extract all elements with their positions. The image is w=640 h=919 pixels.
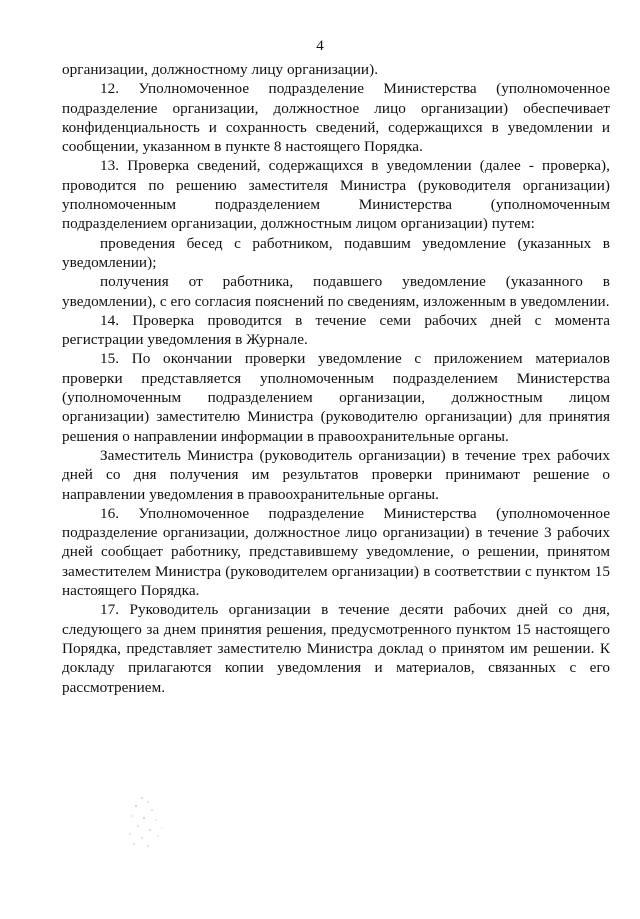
faint-stamp-mark (122, 790, 178, 850)
paragraph-item-15-b: Заместитель Министра (руководитель организации) в течение трех рабочих дней со дня получения им результатов проверки принимают решение о направлении уведомления в правоохранительные органы. (62, 446, 610, 503)
document-body (62, 60, 610, 697)
paragraph-item-13-a: проведения бесед с работником, подавшим уведомление (указанных в уведомлении); (62, 234, 610, 271)
paragraph-item-14: 14. Проверка проводится в течение семи рабочих дней с момента регистрации уведомления в Журнале. (62, 311, 610, 349)
paragraph-item-13-b: получения от работника, подавшего уведомление (указанного в уведомлении), с его согласия пояснений по сведениям, изложенным в уведомлении. (62, 273, 610, 310)
paragraph-item-12: 12. Уполномоченное подразделение Министерства (уполномоченное подразделение организации, должностное лицо организации) обеспечивает конфиденциальность и сохранность сведений, содержащихся в уведомлении и сообщении, указанном в пункте 8 настоящего Порядка. (62, 80, 610, 156)
paragraph-item-13: 13. Проверка сведений, содержащихся в уведомлении (далее - проверка), проводится по решению заместителя Министра (руководителя организации) уполномоченным подразделением Министерства (уполномоченным подразделением организации, должностным лицом организации) путем: (62, 157, 610, 233)
paragraph-item-15: 15. По окончании проверки уведомление с приложением материалов проверки представляется уполномоченным подразделением Министерства (уполномоченным подразделением организации, должностным лицом организации) заместителю Министра (руководителю организации) для принятия решения о направлении информации в правоохранительные органы. (62, 350, 610, 445)
paragraph-continuation: организации, должностному лицу организации). (62, 61, 379, 78)
paragraph-item-16: 16. Уполномоченное подразделение Министерства (уполномоченное подразделение организации, должностное лицо организации) в течение 3 рабочих дней сообщает работнику, представившему уведомление, о решении, принятом заместителем Министра (руководителем организации) в соответствии с пунктом 15 настоящего Порядка. (62, 504, 610, 600)
paragraph-item-17: 17. Руководитель организации в течение десяти рабочих дней со дня, следующего за днем принятия решения, предусмотренного пунктом 15 настоящего Порядка, представляет заместителю Министра доклад о принятом им решении. К докладу прилагаются копии уведомления и материалов, связанных с его рассмотрением. (62, 601, 610, 696)
page-number: 4 (316, 38, 324, 54)
